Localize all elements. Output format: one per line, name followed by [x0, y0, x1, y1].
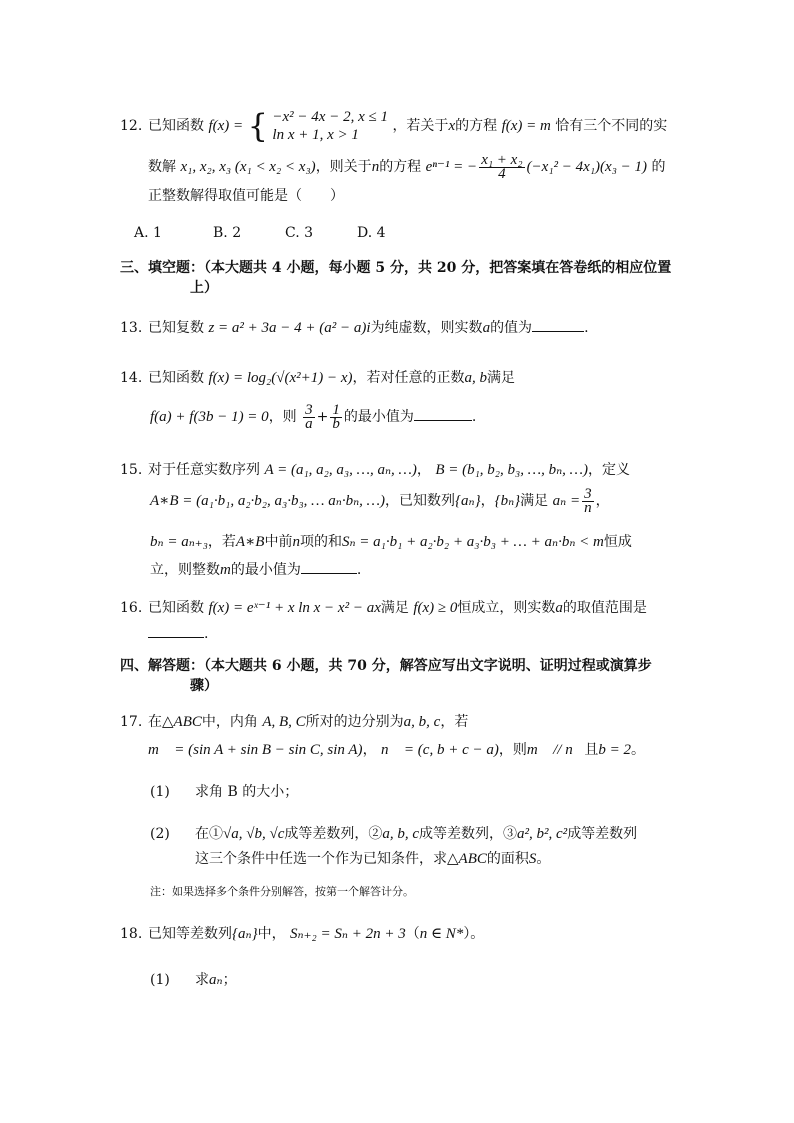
q14-number: 14. [120, 370, 143, 386]
q14-frac2 [330, 401, 342, 432]
q17-angles: A, B, C [262, 714, 306, 730]
q12-fraction [479, 151, 524, 182]
q15-nvar: n [292, 534, 300, 550]
q16-answer-blank[interactable] [148, 637, 204, 638]
q12-option-c[interactable]: C. 3 [285, 225, 314, 241]
q14-t1: 已知函数 [148, 370, 204, 386]
q14-t3: 满足 [487, 370, 516, 386]
q18-t2: 中， [257, 926, 286, 942]
q12-option-a[interactable]: A. 1 [134, 225, 162, 241]
q17-part1-text: 求角 B 的大小； [195, 784, 299, 800]
q12-frac-den: 4 [498, 165, 506, 182]
q12-brace: { [247, 107, 268, 145]
q14-t5: 的最小值为 [343, 409, 414, 425]
q12-eq-rhs: (−x₁² − 4x₁)(x₃ − 1) [526, 159, 648, 175]
q13-answer-blank[interactable] [532, 331, 584, 332]
q12-var-x: x [448, 118, 456, 134]
q17-t3: 所对的边分别为 [305, 714, 404, 730]
q12-number: 12. [120, 118, 143, 134]
q17-cond1: √a, √b, √c [223, 826, 285, 842]
q17-p2c: 成等差数列，③ [419, 826, 518, 842]
q15-mvar: m [220, 562, 231, 578]
q17-p2d: 成等差数列 [567, 826, 638, 842]
q14-plus: + [316, 409, 329, 425]
q18-relation: Sₙ₊₂ = Sₙ + 2n + 3 [290, 926, 406, 942]
q18-cond: n ∈ N* [419, 926, 464, 942]
q17-number: 17. [120, 714, 143, 730]
q15-def: A∗B = (a₁·b₁, a₂·b₂, a₃·b₃, … aₙ·bₙ, …) [150, 493, 386, 509]
section3-title: 三、填空题：（本大题共 4 小题，每小题 5 分，共 20 分，把答案填在答卷纸的相应位置 [120, 260, 672, 276]
q17-t4: ，若 [440, 714, 469, 730]
q16-expr: f(x) = eˣ⁻¹ + x ln x − x² − ax [208, 600, 381, 616]
q15-l4a: 立，则整数 [150, 562, 220, 578]
q17-part2-num: (2) [150, 826, 170, 842]
q17-cond2: a, b, c [382, 826, 420, 842]
q17-n-vec: n⃗ = (c, b + c − a) [381, 742, 499, 758]
q15-l3d: 恒成 [603, 534, 632, 550]
q12-fx: f(x) = [208, 118, 244, 134]
q15-sum: Sₙ = a₁·b₁ + a₂·b₂ + a₃·b₃ + … + aₙ·bₙ < m [341, 534, 604, 550]
q16-var: a [555, 600, 563, 616]
q17-triangle: △ABC [162, 714, 202, 730]
q15-an-num: 3 [584, 485, 592, 502]
q15-sep: ， [416, 462, 431, 478]
q13-t1: 已知复数 [148, 320, 204, 336]
q18-p1a: 求 [195, 972, 209, 988]
q15-l4b: 的最小值为 [230, 562, 301, 578]
q14-vars: a, b [464, 370, 488, 386]
q16-cond: f(x) ≥ 0 [413, 600, 458, 616]
q12-case1: −x² − 4x − 2, x ≤ 1 [272, 109, 388, 125]
q15-end: . [356, 562, 362, 578]
q15-an-den: n [584, 499, 592, 516]
q17-p2-line2c: 。 [536, 851, 551, 867]
q15-comma: ， [480, 493, 495, 509]
q14-end: . [471, 409, 477, 425]
q17-p2b: 成等差数列，② [284, 826, 383, 842]
q17-t2: 中，内角 [201, 714, 258, 730]
q13-t3: 的值为 [490, 320, 533, 336]
q12-roots: x₁, x₂, x₃ (x₁ < x₂ < x₃) [180, 159, 316, 175]
q18-t1: 已知等差数列 [148, 926, 232, 942]
q15-l1b: ，定义 [588, 462, 630, 478]
q15-seq-a: A = (a₁, a₂, a₃, …, aₙ, …) [264, 462, 417, 478]
q14-expr: f(x) = log₂(√(x²+1) − x) [208, 370, 353, 386]
q17-t1: 在 [148, 714, 162, 730]
q18-number: 18. [120, 926, 143, 942]
q16-end: . [204, 626, 209, 642]
q12-line3-text: 正整数解得取值可能是（ ） [148, 188, 344, 204]
q14-cond: f(a) + f(3b − 1) = 0 [150, 409, 269, 425]
q15-l2c: ， [595, 493, 610, 509]
q15-l2a: ，已知数列 [385, 493, 456, 509]
q15-an-frac [582, 485, 594, 516]
q12-var-n: n [371, 159, 380, 175]
q18-t4: ）。 [463, 926, 485, 942]
q12-eq-lhs: eⁿ⁻¹ = − [425, 159, 478, 175]
q16-number: 16. [120, 600, 143, 616]
q15-bn-eq: bₙ = aₙ₊₃ [150, 534, 208, 550]
q14-frac2-den: b [332, 415, 340, 432]
q14-frac2-num: 1 [332, 401, 340, 418]
q17-sep: ， [362, 742, 377, 758]
q15-l2b: 满足 [520, 493, 549, 509]
q16-t4: 的取值范围是 [562, 600, 647, 616]
q17-b-eq: b = 2 [598, 742, 631, 758]
q12-tail1: 恰有三个不同的实 [555, 118, 668, 134]
q17-t7: 。 [631, 742, 645, 758]
q13-end: . [584, 320, 589, 336]
q18-an: {aₙ} [232, 926, 258, 942]
q12-line2-a: 数解 [148, 159, 176, 175]
q12-line2-c: 的方程 [379, 159, 422, 175]
q12-intro: 已知函数 [148, 118, 204, 134]
q17-triangle2: △ABC [447, 851, 487, 867]
q17-t5: ，则 [498, 742, 527, 758]
q17-t6: 且 [584, 742, 599, 758]
q15-l3a: ，若 [207, 534, 236, 550]
q12-after: ，若关于 [392, 118, 449, 134]
q12-option-b[interactable]: B. 2 [213, 225, 242, 241]
q16-t3: 恒成立，则实数 [457, 600, 556, 616]
q18-p1b: ； [222, 972, 237, 988]
q13-number: 13. [120, 320, 143, 336]
q12-eq-text: 的方程 [455, 118, 498, 134]
q16-t1: 已知函数 [148, 600, 204, 616]
q17-m-vec: m⃗ = (sin A + sin B − sin C, sin A) [148, 742, 363, 758]
q15-answer-blank[interactable] [301, 573, 357, 574]
q12-option-d[interactable]: D. 4 [357, 225, 386, 241]
q12-piecewise [272, 108, 388, 144]
q18-part1-num: (1) [150, 972, 170, 988]
q17-p2-line2a: 这三个条件中任选一个作为已知条件，求 [195, 851, 447, 867]
q17-parallel: m⃗ // n⃗ [526, 742, 585, 758]
q17-cond3: a², b², c² [517, 826, 568, 842]
q15-an-eq: aₙ = [552, 493, 581, 509]
q15-bn: {bₙ} [494, 493, 521, 509]
q15-l3b: 中前 [264, 534, 293, 550]
q14-frac1-den: a [305, 415, 313, 432]
q14-frac1-num: 3 [305, 401, 313, 418]
q14-answer-blank[interactable] [414, 420, 472, 421]
q13-expr: z = a² + 3a − 4 + (a² − a)i [208, 320, 371, 336]
q15-l1a: 对于任意实数序列 [148, 462, 260, 478]
q15-seq-b: B = (b₁, b₂, b₃, …, bₙ, …) [435, 462, 588, 478]
q14-frac1 [303, 401, 315, 432]
q17-note-text: 注：如果选择多个条件分别解答，按第一个解答计分。 [150, 885, 414, 898]
q12-line2-b: ，则关于 [315, 159, 372, 175]
q17-svar: S [528, 851, 537, 867]
q15-an: {aₙ} [455, 493, 481, 509]
section4-title: 四、解答题：（本大题共 6 小题，共 70 分，解答应写出文字说明、证明过程或演算步 [120, 658, 652, 674]
q17-sides: a, b, c [403, 714, 441, 730]
q17-p2-line2b: 的面积 [486, 851, 529, 867]
q15-astb: A∗B [235, 534, 265, 550]
q17-p2a: 在① [195, 826, 223, 842]
q15-number: 15. [120, 462, 143, 478]
q15-l3c: 项的和 [299, 534, 342, 550]
section3-title-cont: 上） [190, 280, 218, 296]
q12-fx-eq-m: f(x) = m [501, 118, 551, 134]
q16-t2: 满足 [380, 600, 409, 616]
q18-p1-var: aₙ [209, 972, 223, 988]
q17-part1-num: (1) [150, 784, 170, 800]
section4-title-cont: 骤） [190, 678, 218, 694]
q14-t2: ，若对任意的正数 [352, 370, 465, 386]
q13-t2: 为纯虚数，则实数 [370, 320, 483, 336]
q12-frac-num: x₁ + x₂ [481, 151, 523, 168]
q12-case2: ln x + 1, x > 1 [272, 127, 359, 143]
q14-t4: ，则 [268, 409, 297, 425]
q12-line2-d: 的 [651, 159, 666, 175]
q18-t3: （ [405, 926, 420, 942]
q13-var: a [482, 320, 491, 336]
